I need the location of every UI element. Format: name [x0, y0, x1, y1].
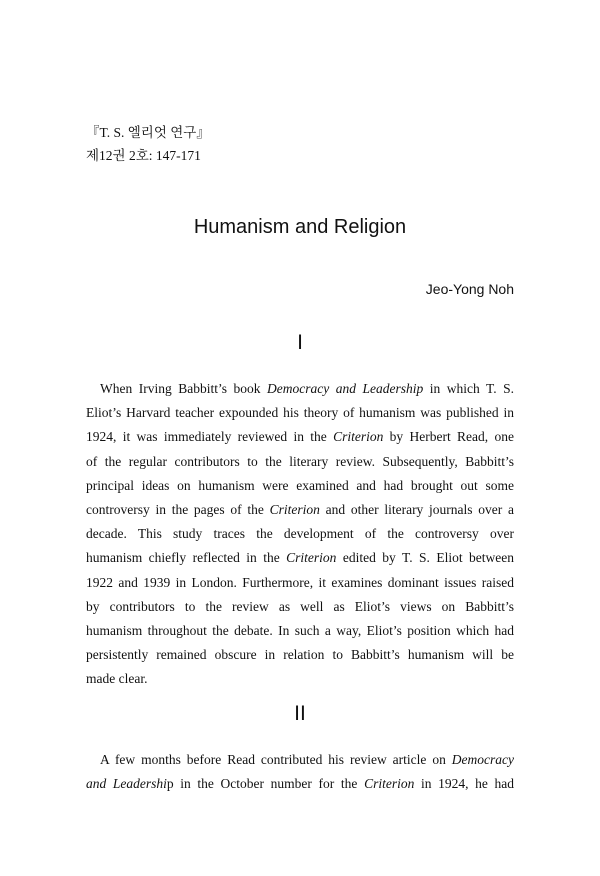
section-1-paragraph — [86, 377, 514, 691]
section-2-paragraph — [86, 748, 514, 796]
journal-name: 『T. S. 엘리엇 연구』 — [86, 125, 210, 140]
journal-header — [86, 121, 210, 167]
journal-title: Criterion — [286, 550, 337, 566]
journal-title: Criterion — [333, 429, 384, 445]
article-author: Jeo-Yong Noh — [425, 281, 514, 297]
text-line: decade. This study traces the development of the controversy over — [86, 526, 514, 542]
text-line: of the regular contributors to the literary review. Subsequently, Babbitt’s — [86, 453, 514, 469]
text-line: 1924, it was immediately reviewed in the Criterion by Herbert Read, one — [86, 429, 514, 445]
section-heading-2: II — [294, 702, 306, 725]
text-line: persistently remained obscure in relation to Babbitt’s humanism will be — [86, 647, 514, 663]
book-title: Democracy — [451, 752, 514, 767]
journal-title: Criterion — [269, 501, 320, 517]
text-line: and Leadership in the October number for the Criterion in 1924, he had — [86, 776, 514, 792]
text-line: A few months before Read contributed his review article on Democracy — [100, 752, 514, 767]
section-heading-1: I — [297, 331, 303, 354]
book-title: and Leadershi — [86, 776, 167, 792]
text-line: Eliot’s Harvard teacher expounded his theory of humanism was published in — [86, 405, 514, 421]
journal-volume: 제12권 2호: 147-171 — [86, 148, 201, 163]
text-line: humanism throughout the debate. In such a way, Eliot’s position which had — [86, 622, 514, 638]
journal-title: Criterion — [364, 776, 415, 792]
book-title: Democracy and Leadership — [267, 381, 424, 396]
article-title: Humanism and Religion — [193, 216, 407, 238]
text-line: by contributors to the review as well as Eliot’s views on Babbitt’s — [86, 598, 514, 614]
text-line: principal ideas on humanism were examined and had brought out some — [86, 477, 514, 493]
text-line: When Irving Babbitt’s book Democracy and Leadership in which T. S. — [100, 381, 514, 396]
text-line: 1922 and 1939 in London. Furthermore, it examines dominant issues raised — [86, 574, 514, 590]
text-line: humanism chiefly reflected in the Criterion edited by T. S. Eliot between — [86, 550, 515, 566]
text-line: controversy in the pages of the Criterion and other literary journals over a — [86, 501, 514, 517]
text-line: made clear. — [86, 671, 148, 687]
